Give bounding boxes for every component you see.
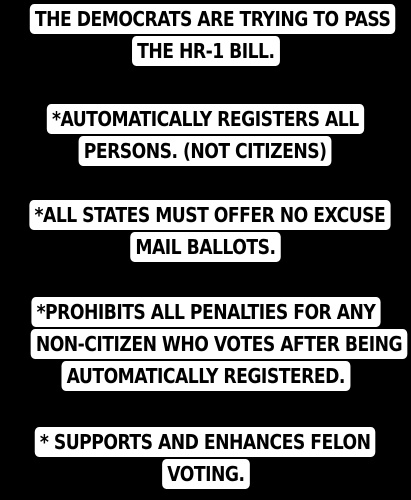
- text-block-intro: [0, 4, 411, 68]
- caption-line: THE DEMOCRATS ARE TRYING TO PASS: [30, 4, 396, 34]
- caption-line: *AUTOMATICALLY REGISTERS ALL: [47, 104, 364, 134]
- caption-line: AUTOMATICALLY REGISTERED.: [61, 361, 350, 391]
- caption-line: MAIL BALLOTS.: [130, 232, 280, 262]
- caption-line: *PROHIBITS ALL PENALTIES FOR ANY: [31, 297, 380, 327]
- caption-line: *ALL STATES MUST OFFER NO EXCUSE: [29, 200, 390, 230]
- caption-line: THE HR-1 BILL.: [132, 36, 280, 66]
- text-block-mail-ballots: [0, 200, 411, 264]
- caption-line: NON-CITIZEN WHO VOTES AFTER BEING: [31, 329, 408, 359]
- caption-line: VOTING.: [162, 459, 250, 489]
- caption-line: PERSONS. (NOT CITIZENS): [79, 136, 332, 166]
- caption-line: * SUPPORTS AND ENHANCES FELON: [35, 427, 376, 457]
- text-block-felon-voting: [0, 427, 411, 491]
- text-block-penalties: [0, 297, 411, 393]
- text-block-registration: [0, 104, 411, 168]
